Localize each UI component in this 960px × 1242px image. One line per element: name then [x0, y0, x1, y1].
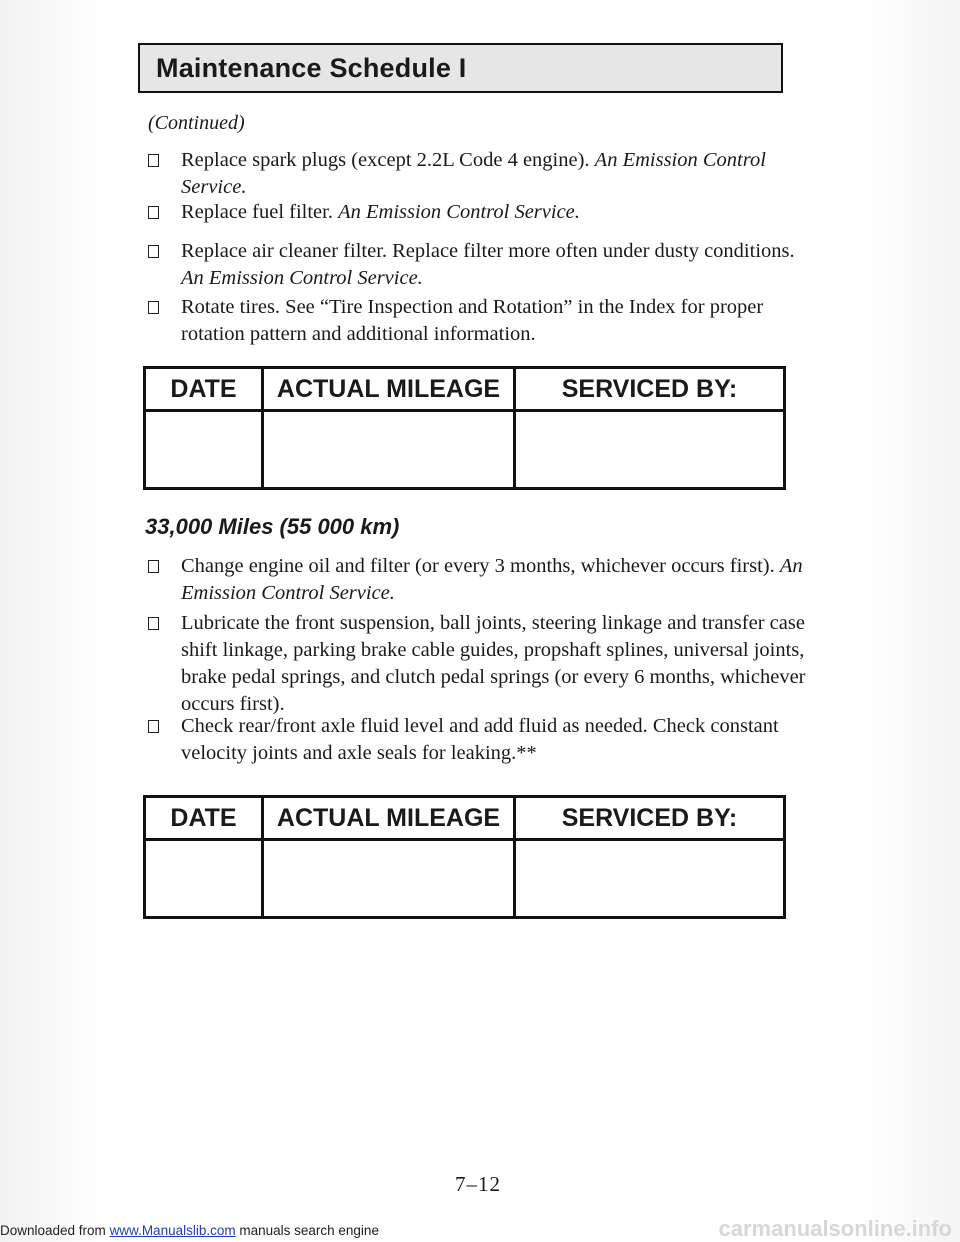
- footer-link[interactable]: www.Manualslib.com: [109, 1223, 236, 1238]
- page-number: 7–12: [455, 1172, 501, 1196]
- column-header-date: DATE: [145, 368, 263, 411]
- serviced-by-cell[interactable]: [515, 840, 785, 918]
- date-cell[interactable]: [145, 411, 263, 489]
- checkbox-icon[interactable]: [148, 617, 159, 630]
- watermark: carmanualsonline.info: [718, 1216, 952, 1241]
- section-header: [138, 43, 783, 93]
- continued-label: (Continued): [148, 112, 245, 134]
- item-emphasis: An Emission Control Service.: [338, 201, 580, 223]
- item-emphasis: An Emission Control Service.: [181, 267, 423, 289]
- column-header-serviced-by: SERVICED BY:: [515, 797, 785, 840]
- service-log-table: [143, 795, 786, 919]
- table-header-row: [145, 797, 785, 840]
- column-header-date: DATE: [145, 797, 263, 840]
- mileage-cell[interactable]: [263, 840, 515, 918]
- item-text: Lubricate the front suspension, ball joints, steering linkage and transfer case shift linkage, parking brake cable guides, propshaft splines, universal joints, brake pedal springs, and clutch pedal springs (or every 6 months, whichever occurs first).: [181, 612, 806, 715]
- column-header-mileage: ACTUAL MILEAGE: [263, 797, 515, 840]
- checkbox-icon[interactable]: [148, 301, 159, 314]
- column-header-mileage: ACTUAL MILEAGE: [263, 368, 515, 411]
- date-cell[interactable]: [145, 840, 263, 918]
- footer-prefix: Downloaded from: [0, 1223, 110, 1238]
- download-footer: [0, 1223, 379, 1238]
- item-text: Replace spark plugs (except 2.2L Code 4 engine).: [181, 149, 595, 171]
- item-text: Check rear/front axle fluid level and add fluid as needed. Check constant velocity joints and axle seals for leaking.**: [181, 715, 779, 764]
- checkbox-icon[interactable]: [148, 206, 159, 219]
- checkbox-icon[interactable]: [148, 154, 159, 167]
- section-title: 33,000 Miles (55 000 km): [145, 514, 400, 539]
- table-row: [145, 411, 785, 489]
- page-title: Maintenance Schedule I: [156, 53, 467, 83]
- footer-suffix: manuals search engine: [235, 1223, 379, 1238]
- column-header-serviced-by: SERVICED BY:: [515, 368, 785, 411]
- item-emphasis: An Emission Control Service.: [181, 149, 766, 198]
- page-gutter-right: [860, 0, 960, 1242]
- item-text: Replace air cleaner filter. Replace filter more often under dusty conditions.: [181, 240, 795, 262]
- item-text: Replace fuel filter.: [181, 201, 339, 223]
- checkbox-icon[interactable]: [148, 245, 159, 258]
- mileage-cell[interactable]: [263, 411, 515, 489]
- item-emphasis: An Emission Control Service.: [181, 555, 803, 604]
- serviced-by-cell[interactable]: [515, 411, 785, 489]
- checkbox-icon[interactable]: [148, 560, 159, 573]
- page-gutter-left: [0, 0, 100, 1242]
- service-log-table: [143, 366, 786, 490]
- checkbox-icon[interactable]: [148, 720, 159, 733]
- table-header-row: [145, 368, 785, 411]
- table-row: [145, 840, 785, 918]
- item-text: Rotate tires. See “Tire Inspection and Rotation” in the Index for proper rotation pattern and additional information.: [181, 296, 764, 345]
- item-text: Change engine oil and filter (or every 3 months, whichever occurs first).: [181, 555, 780, 577]
